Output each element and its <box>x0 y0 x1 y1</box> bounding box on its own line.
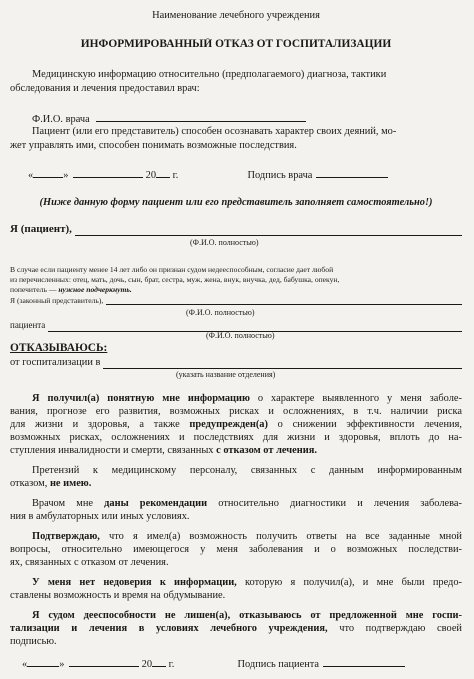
p2-line-2 <box>10 477 462 490</box>
doctor-fio-row <box>10 112 462 126</box>
refusal-from-label: от госпитализации в <box>10 357 101 368</box>
p5-line-1 <box>10 576 462 589</box>
p1-line-4: возможных рисках, осложнениях и последствиях для жизни и здоровья, вплоть до на- <box>10 432 462 443</box>
p4-line-2: вопросы, относительно имеющегося у меня заболевания и о возможных последстви- <box>10 544 462 555</box>
patient-label: Я (пациент), <box>10 223 72 235</box>
intro-line-1: Медицинскую информацию относительно (предполагаемого) диагноза, тактики <box>32 69 387 80</box>
p1-l5b: с отказом от лечения. <box>216 445 317 456</box>
capacity-line-2: жет управлять ими, способен понимать возможные последствия. <box>10 140 297 151</box>
p4-line-3: ях, связанных с отказом от лечения. <box>10 557 169 568</box>
doctor-fio-field[interactable] <box>96 112 306 122</box>
p4-l1a: Подтверждаю, <box>32 531 100 542</box>
minor-line-1: В случае если пациенту менее 14 лет либо он признан судом недееспособным, согласие дает любой <box>10 265 334 274</box>
refusal-heading: ОТКАЗЫВАЮСЬ: <box>10 342 108 354</box>
patient-sign-label: Подпись пациента <box>237 659 320 670</box>
intro-line-2: обследования и лечения предоставил врач: <box>10 83 200 94</box>
patient-fio-caption: (Ф.И.О. полностью) <box>190 238 259 247</box>
p1-l5a: ступления инвалидности и смерти, связанных <box>10 445 214 456</box>
date-quote-close: » <box>63 170 69 181</box>
p3-line-2: ния в амбулаторных или иных условиях. <box>10 511 190 522</box>
patient-name-caption: (Ф.И.О. полностью) <box>206 331 275 340</box>
p3-line-1 <box>10 497 462 510</box>
representative-fio-caption: (Ф.И.О. полностью) <box>186 308 255 317</box>
department-caption: (указать название отделения) <box>176 370 276 379</box>
minor-line-3 <box>10 285 462 294</box>
p1-line-1 <box>10 392 462 405</box>
refusal-row <box>10 356 462 369</box>
p1-rest: о характере выявленного у меня заболе- <box>257 393 462 404</box>
self-fill-notice: (Ниже данную форму пациент или его представитель заполняет самостоятельно!) <box>39 197 433 208</box>
footer-quote-open: « <box>22 659 28 670</box>
p1-line-2: вания, прогнозе его развития, возможных рисках и осложнениях, в т.ч. наличии риска <box>10 406 462 417</box>
form-title: ИНФОРМИРОВАННЫЙ ОТКАЗ ОТ ГОСПИТАЛИЗАЦИИ <box>80 38 392 50</box>
doctor-fio-label: Ф.И.О. врача <box>32 114 90 125</box>
patient-year-prefix: 20 <box>141 659 153 670</box>
representative-label: Я (законный представитель), <box>10 296 104 305</box>
patient-name-label: пациента <box>10 320 46 330</box>
p6-line-3: подписью. <box>10 636 57 647</box>
doctor-month-field[interactable] <box>73 168 143 178</box>
p5-line-2: ставлены возможность и время на обдумывание. <box>10 590 226 601</box>
p3-l1c: относительно диагностики и лечения заболева- <box>218 498 462 509</box>
doctor-year-suffix: г. <box>172 170 179 181</box>
doctor-date-row <box>10 168 462 182</box>
p3-l1a: Врачом мне <box>32 498 93 509</box>
p6-line-1: Я судом дееспособности не лишен(а), отказываюсь от предложенной мне госпи- <box>32 610 462 621</box>
representative-row <box>10 296 462 305</box>
p6-line-2 <box>10 622 462 635</box>
underline-note: нужное подчеркнуть. <box>58 285 132 294</box>
capacity-line-1: Пациент (или его представитель) способен осознавать характер своих деяний, мо- <box>32 126 397 137</box>
patient-row <box>10 223 462 236</box>
doctor-year-field[interactable] <box>156 168 170 178</box>
p1-l3b: предупрежден(а) <box>189 419 268 430</box>
p1-l3a: для жизни и здоровья, а также <box>10 419 180 430</box>
patient-year-suffix: г. <box>168 659 175 670</box>
p1-l3c: о снижении эффективности лечения, <box>277 419 462 430</box>
doctor-sign-label: Подпись врача <box>247 170 313 181</box>
p1-line-3 <box>10 418 462 431</box>
patient-year-field[interactable] <box>152 657 166 667</box>
representative-fio-field[interactable] <box>106 297 462 305</box>
p5-l1b: которую я получил(а), и мне были предо- <box>245 577 462 588</box>
minor-guardian: попечитель — <box>10 285 57 294</box>
p2-line-1: Претензий к медицинскому персоналу, связанных с данным информированным <box>32 465 462 476</box>
p6-l2a: тализации и лечения в условиях лечебного учреждения, <box>10 623 328 634</box>
p6-l2b: что подтверждаю своей <box>339 623 462 634</box>
p2-l2a: отказом, <box>10 478 48 489</box>
patient-sign-field[interactable] <box>323 657 405 667</box>
patient-day-field[interactable] <box>27 657 59 667</box>
doctor-year-prefix: 20 <box>145 170 157 181</box>
footer-quote-close: » <box>59 659 65 670</box>
doctor-day-field[interactable] <box>33 168 63 178</box>
doctor-sign-field[interactable] <box>316 168 388 178</box>
patient-date-row <box>10 657 462 671</box>
p4-l1b: что я имел(а) возможность получить ответы на все заданные мной <box>109 531 462 542</box>
institution-name: Наименование лечебного учреждения <box>152 10 320 21</box>
p2-l2b: не имею. <box>49 478 92 489</box>
p5-l1a: У меня нет недоверия к информации, <box>32 577 237 588</box>
p1-line-5 <box>10 444 462 457</box>
department-field[interactable] <box>103 359 462 369</box>
p4-line-1 <box>10 530 462 543</box>
patient-fio-field[interactable] <box>75 226 462 236</box>
minor-line-2: из перечисленных: отец, мать, дочь, сын, брат, сестра, муж, жена, внук, внучка, дед, бабушка, опекун, <box>10 275 340 284</box>
p3-l1b: даны рекомендации <box>104 498 208 509</box>
patient-month-field[interactable] <box>69 657 139 667</box>
p1-bold: Я получил(а) понятную мне информацию <box>32 393 250 404</box>
date-quote-open: « <box>28 170 34 181</box>
